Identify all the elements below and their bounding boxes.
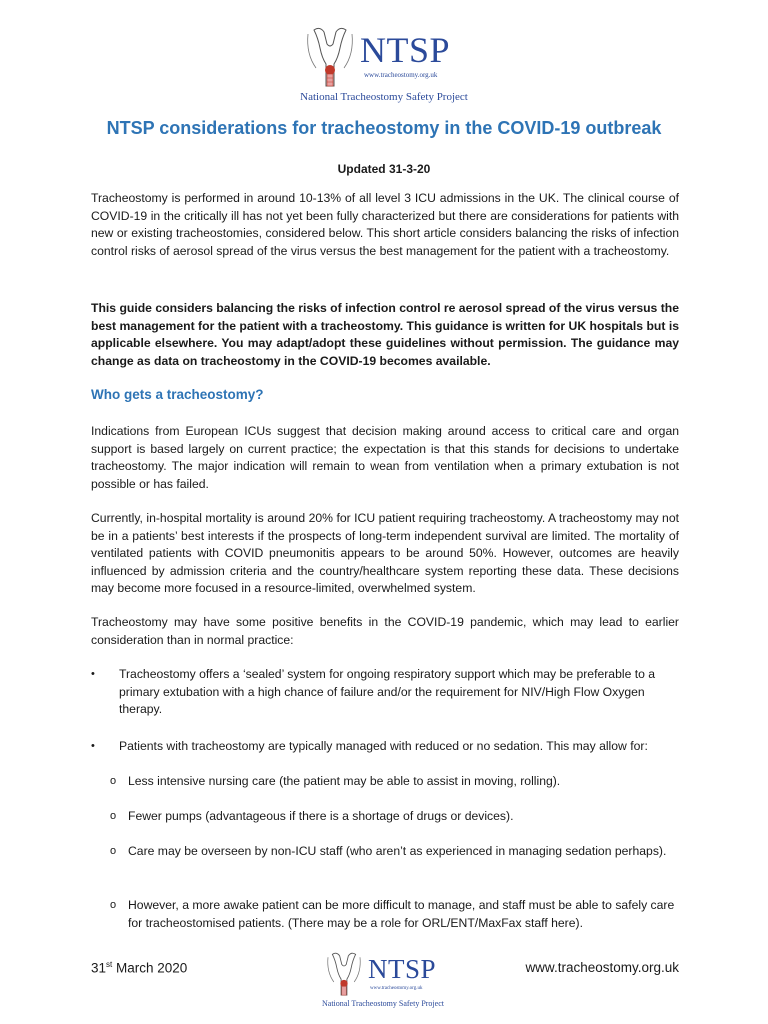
- section-paragraph: Currently, in-hospital mortality is around 20% for ICU patient requiring tracheostomy. A tracheostomy may not be in a patients’ best interests if the prospects of long-term independent survival are limited. The mortality of ventilated patients with COVID pneumonitis appears to be around 50%. However, outcomes are heavily influenced by admission criteria and the country/healthcare system reporting these data. These decisions may become more focused in a resource-limited, overwhelmed system.: [91, 511, 679, 595]
- footer-date-rest: March 2020: [112, 960, 188, 976]
- bullet-text: Tracheostomy offers a ‘sealed’ system for ongoing respiratory support which may be preferable to a primary extubation with a high chance of failure and/or the requirement for NIV/High Flow Oxygen therapy.: [119, 667, 656, 716]
- footer-date-day: 31: [91, 960, 107, 976]
- logo-brand: NTSP: [360, 30, 451, 70]
- guidance-notice: This guide considers balancing the risks of infection control re aerosol spread of the virus versus the best management for the patient with a tracheostomy. This guidance is written for UK hospitals but is applicable elsewhere. You may adapt/adopt these guidelines without permission. The guidance may change as data on tracheostomy in the COVID-19 becomes available.: [91, 301, 679, 368]
- logo-project-name: National Tracheostomy Safety Project: [300, 91, 468, 103]
- logo-url: www.tracheostomy.org.uk: [364, 71, 438, 79]
- logo-url: www.tracheostomy.org.uk: [370, 986, 423, 991]
- document-title: NTSP considerations for tracheostomy in the COVID-19 outbreak: [106, 118, 662, 138]
- sub-bullet-text: However, a more awake patient can be more difficult to manage, and staff must be able to safely care for tracheostomised patients. (There may be a role for ORL/ENT/MaxFax staff here).: [128, 898, 675, 930]
- sub-bullet-text: Fewer pumps (advantageous if there is a shortage of drugs or devices).: [128, 809, 514, 823]
- section-heading: Who gets a tracheostomy?: [91, 387, 264, 402]
- circle-bullet-icon: o: [110, 775, 117, 787]
- airway-figure-icon: [300, 24, 360, 90]
- section-paragraph: Indications from European ICUs suggest that decision making around access to critical care and organ support is based largely on current practice; the expectation is that this stands for decisions to undertake tracheostomy. The major indication will remain to wean from ventilation when a primary extubation is not possible or has failed.: [91, 424, 679, 491]
- bullet-icon: •: [91, 740, 95, 752]
- section-paragraph: Tracheostomy may have some positive benefits in the COVID-19 pandemic, which may lead to earlier consideration than in normal practice:: [91, 615, 679, 647]
- airway-figure-icon: [322, 950, 366, 998]
- circle-bullet-icon: o: [110, 899, 117, 911]
- bullet-text: Patients with tracheostomy are typically managed with reduced or no sedation. This may allow for:: [119, 739, 648, 753]
- circle-bullet-icon: o: [110, 845, 117, 857]
- intro-paragraph: Tracheostomy is performed in around 10-13% of all level 3 ICU admissions in the UK. The clinical course of COVID-19 in the critically ill has not yet been fully characterized but there are considerations for patients with new or existing tracheostomies, considered below. This short article considers balancing the risks of infection control risks of aerosol spread of the virus versus the best management for the patient with a tracheostomy.: [91, 191, 679, 258]
- bullet-icon: •: [91, 668, 95, 680]
- updated-date: Updated 31-3-20: [337, 162, 431, 176]
- circle-bullet-icon: o: [110, 810, 117, 822]
- sub-bullet-text: Care may be overseen by non-ICU staff (who aren’t as experienced in managing sedation perhaps).: [128, 844, 667, 858]
- sub-bullet-text: Less intensive nursing care (the patient may be able to assist in moving, rolling).: [128, 774, 561, 788]
- ntsp-logo: [300, 24, 468, 106]
- footer-ntsp-logo: [322, 950, 442, 1010]
- footer-date: [91, 960, 187, 976]
- footer-url: www.tracheostomy.org.uk: [525, 960, 679, 975]
- footer-date-suffix: st: [106, 960, 113, 969]
- logo-brand: NTSP: [368, 954, 437, 984]
- logo-project-name: National Tracheostomy Safety Project: [322, 999, 444, 1008]
